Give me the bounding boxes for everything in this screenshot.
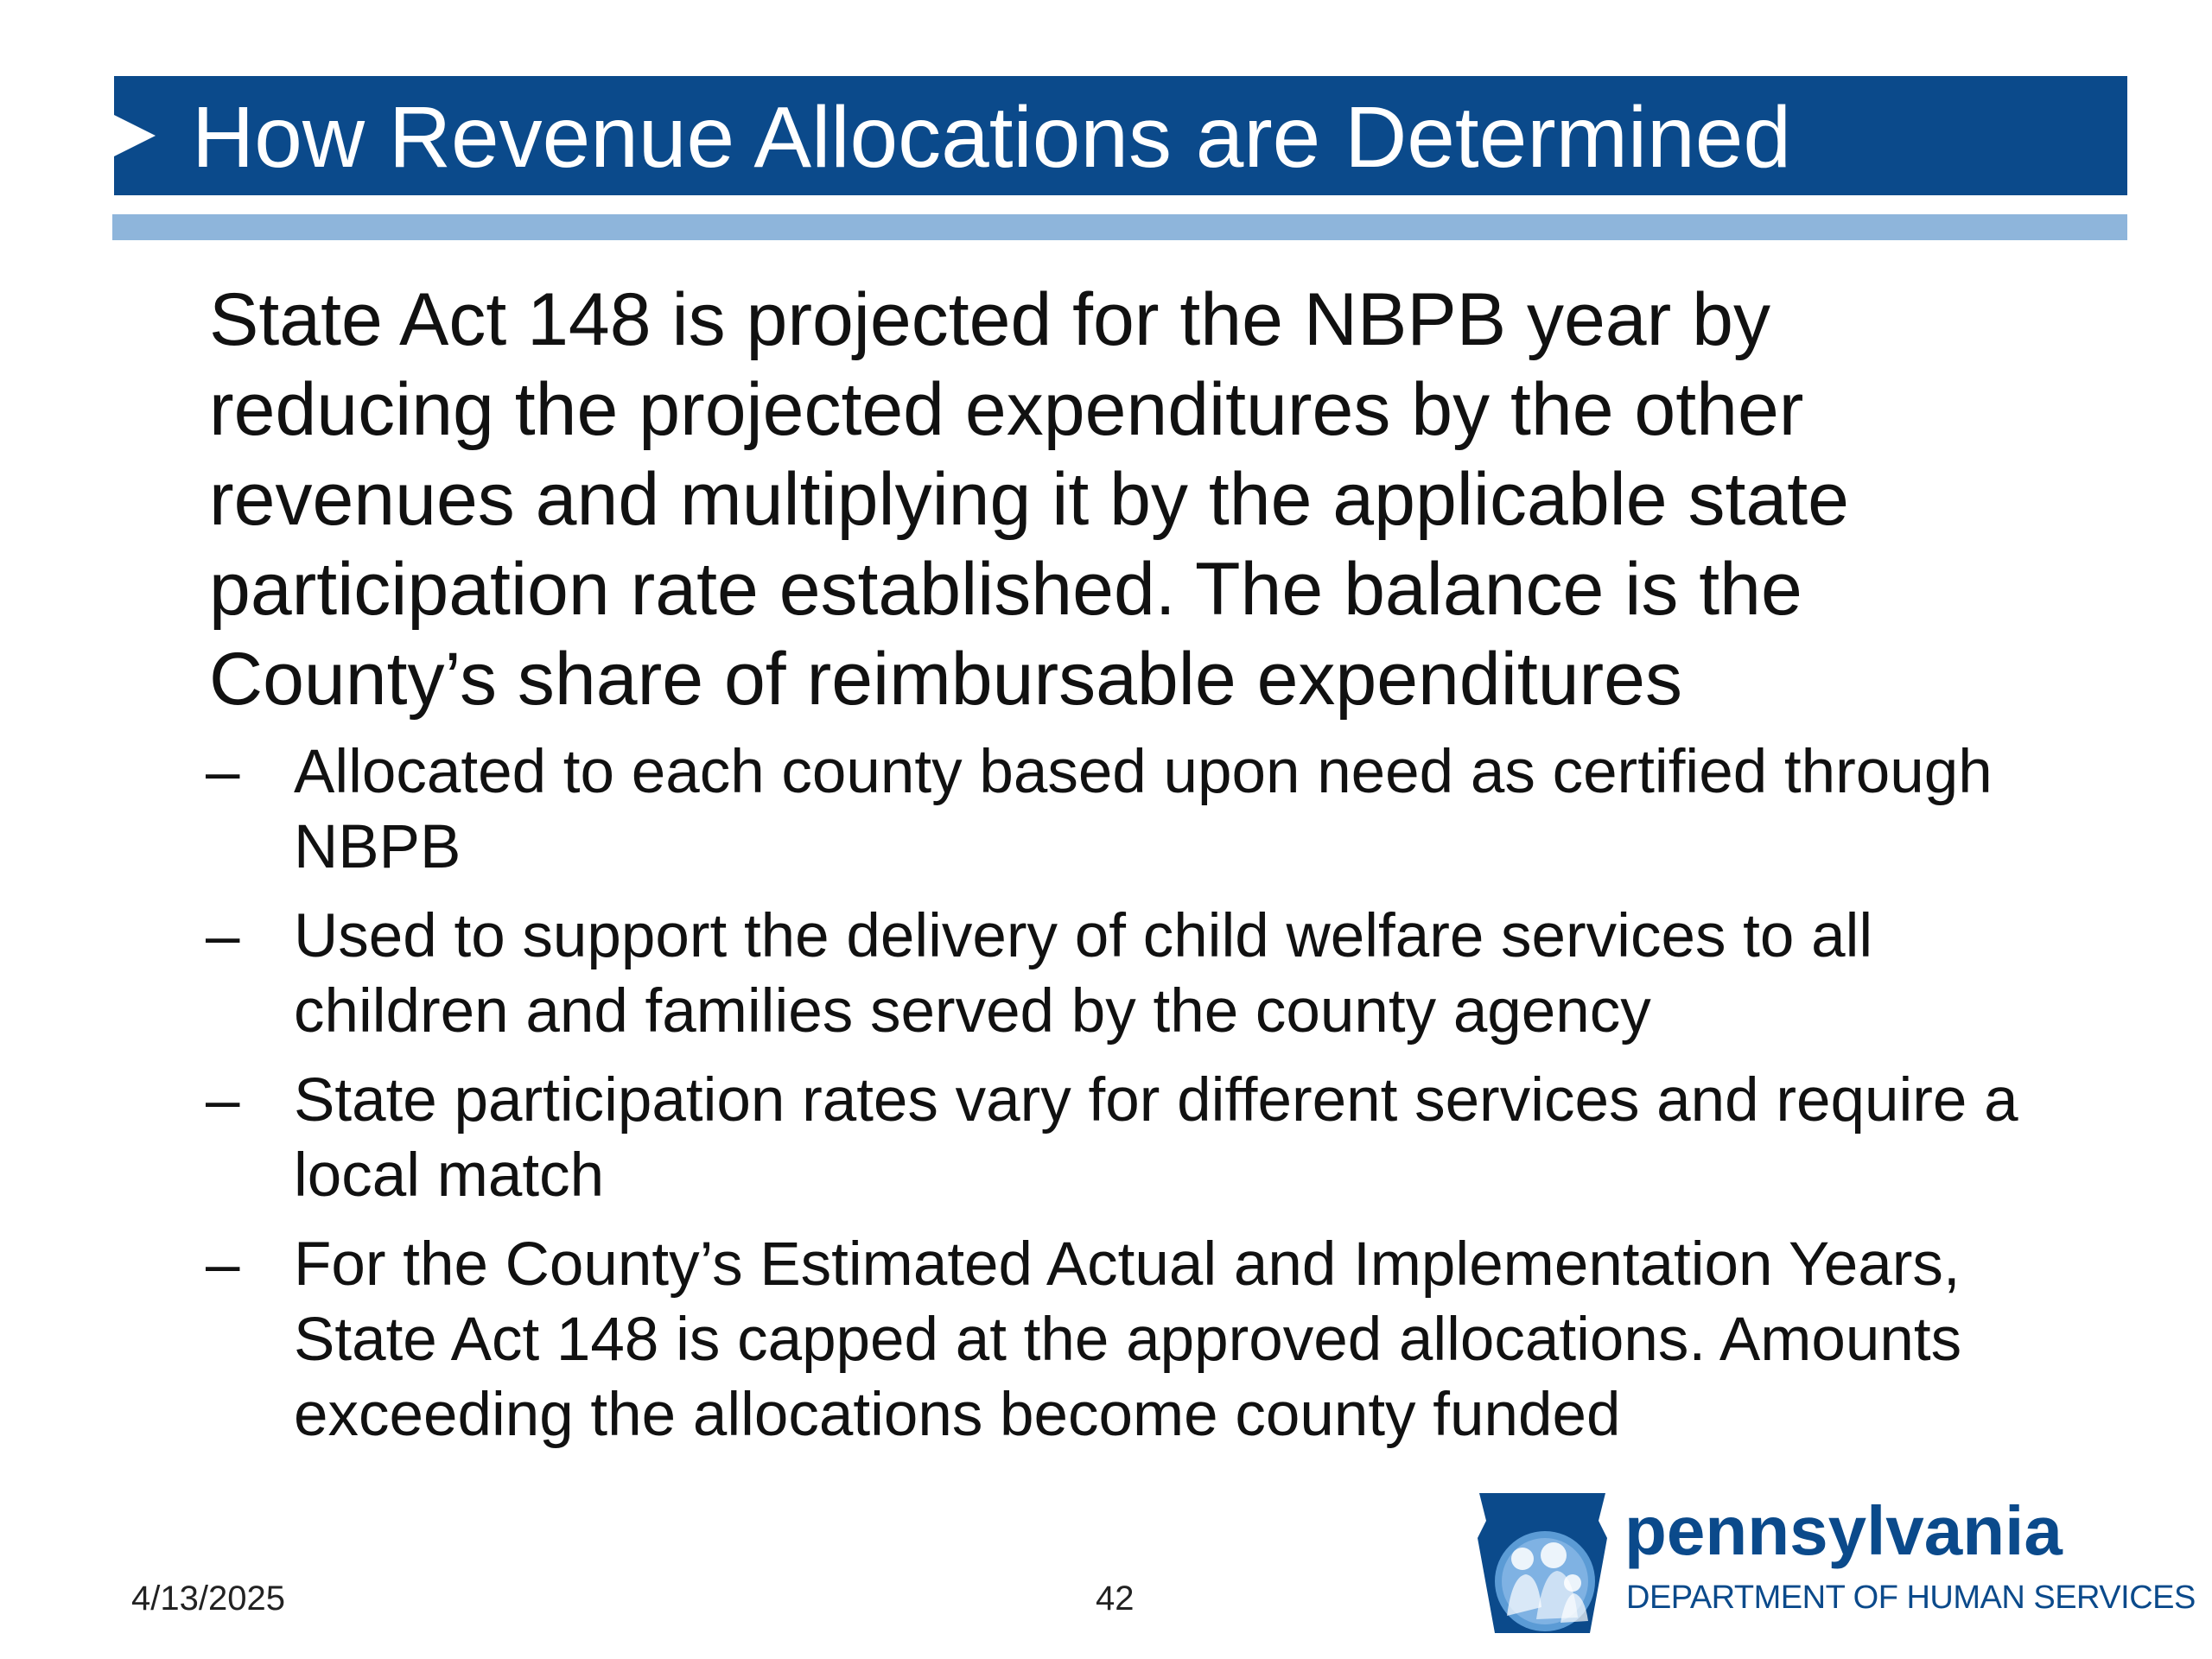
bullet-text: State participation rates vary for different services and require a local match (294, 1066, 2018, 1210)
footer-page-number: 42 (1096, 1580, 1135, 1618)
bullet-item (206, 1227, 2037, 1452)
pa-dhs-logo (1469, 1486, 2196, 1642)
keystone-family-icon (1469, 1486, 1616, 1642)
bullet-dash: – (206, 1066, 240, 1135)
bullet-text: For the County’s Estimated Actual and Implementation Years, State Act 148 is capped at the approved allocations. Amounts exceeding the allocations become county funded (294, 1230, 1962, 1449)
footer-date: 4/13/2025 (131, 1580, 285, 1618)
title-underline (112, 214, 2127, 240)
logo-wordmark: pennsylvania (1624, 1492, 2063, 1569)
bullet-list (206, 734, 2037, 1466)
bullet-dash: – (206, 902, 240, 970)
bullet-item (206, 899, 2037, 1049)
bullet-text: Allocated to each county based upon need as certified through NBPB (294, 738, 1993, 881)
main-paragraph: State Act 148 is projected for the NBPB year by reducing the projected expenditures by the other revenues and multiplying it by the applicable state participation rate established. The balance is the County’s share of reimbursable expenditures (209, 278, 1849, 721)
bullet-item (206, 1063, 2037, 1213)
logo-department: DEPARTMENT OF HUMAN SERVICES (1626, 1580, 2196, 1616)
bullet-item (206, 734, 2037, 885)
bullet-dash: – (206, 1230, 240, 1299)
bullet-text: Used to support the delivery of child welfare services to all children and families served by the county agency (294, 902, 1873, 1046)
bullet-dash: – (206, 738, 240, 806)
slide-title: How Revenue Allocations are Determined (192, 89, 1791, 186)
title-arrow-icon (114, 115, 156, 156)
